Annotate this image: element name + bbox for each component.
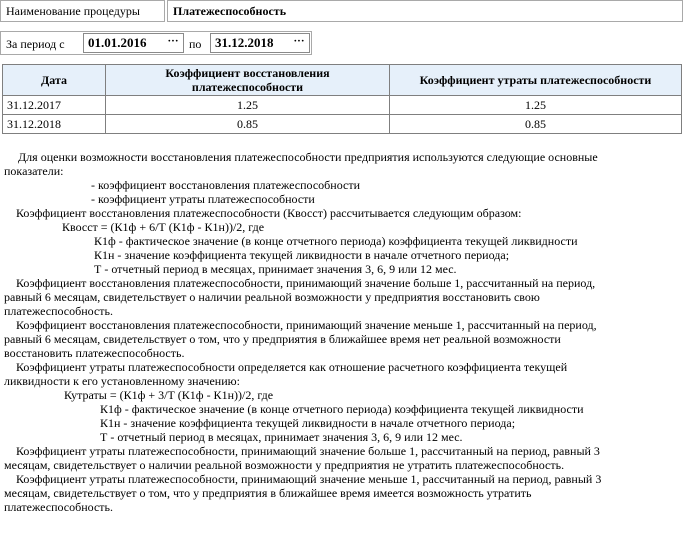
period-to-label: по	[189, 37, 202, 51]
formula-line: Квосст = (К1ф + 6/Т (К1ф - К1н))/2, где	[62, 220, 265, 234]
procedure-label: Наименование процедуры	[0, 0, 165, 22]
description-line: равный 6 месяцам, свидетельствует о том, что у предприятия в ближайшее время нет реальной возможности	[4, 332, 561, 346]
description-line: К1ф - фактическое значение (в конце отчетного периода) коэффициента текущей ликвидности	[100, 402, 584, 416]
description-line: Коэффициент восстановления платежеспособности, принимающий значение меньше 1, рассчитанный на период,	[16, 318, 597, 332]
period-to-input[interactable]	[210, 33, 310, 53]
description-text	[0, 150, 683, 514]
description-line: Т - отчетный период в месяцах, принимает значения 3, 6, 9 или 12 мес.	[94, 262, 457, 276]
description-line: ликвидности к его установленному значению:	[4, 374, 240, 388]
description-line: Т - отчетный период в месяцах, принимает значения 3, 6, 9 или 12 мес.	[100, 430, 463, 444]
header-loss-coef: Коэффициент утраты платежеспособности	[390, 65, 682, 96]
period-from-label: За период с	[6, 37, 65, 51]
description-line: Для оценки возможности восстановления платежеспособности предприятия используются следующие основные	[18, 150, 598, 164]
description-line: Коэффициент восстановления платежеспособности, принимающий значение больше 1, рассчитанный на период,	[16, 276, 596, 290]
cell-loss-coef: 0.85	[390, 115, 682, 134]
description-line: восстановить платежеспособность.	[4, 346, 185, 360]
cell-date: 31.12.2017	[3, 96, 106, 115]
description-line: месяцам, свидетельствует о наличии реальной возможности у предприятия не утратить платежеспособность.	[4, 458, 565, 472]
period-from-input[interactable]	[83, 33, 184, 53]
formula-line: Кутраты = (К1ф + 3/Т (К1ф - К1н))/2, где	[64, 388, 274, 402]
header-restore-coef: Коэффициент восстановления платежеспособности	[106, 65, 390, 96]
description-line: К1ф - фактическое значение (в конце отчетного периода) коэффициента текущей ликвидности	[94, 234, 578, 248]
procedure-value: Платежеспособность	[167, 0, 683, 22]
description-line: показатели:	[4, 164, 64, 178]
cell-restore-coef: 0.85	[106, 115, 390, 134]
procedure-row	[0, 0, 683, 22]
description-line: Коэффициент утраты платежеспособности, принимающий значение меньше 1, рассчитанный на период, равный 3	[16, 472, 602, 486]
period-from-value: 01.01.2016	[88, 35, 147, 50]
cell-date: 31.12.2018	[3, 115, 106, 134]
description-line: - коэффициент утраты платежеспособности	[91, 192, 315, 206]
description-line: Коэффициент утраты платежеспособности, принимающий значение больше 1, рассчитанный на период, равный 3	[16, 444, 600, 458]
period-filter	[0, 31, 312, 55]
description-line: К1н - значение коэффициента текущей ликвидности в начале отчетного периода;	[94, 248, 510, 262]
period-to-value: 31.12.2018	[215, 35, 274, 50]
description-line: - коэффициент восстановления платежеспособности	[91, 178, 360, 192]
cell-loss-coef: 1.25	[390, 96, 682, 115]
table-row	[3, 96, 682, 115]
calendar-picker-icon[interactable]: ···	[167, 35, 179, 47]
description-line: К1н - значение коэффициента текущей ликвидности в начале отчетного периода;	[100, 416, 516, 430]
description-line: платежеспособность.	[4, 304, 113, 318]
calendar-picker-icon[interactable]: ···	[293, 35, 305, 47]
results-table	[2, 64, 682, 134]
cell-restore-coef: 1.25	[106, 96, 390, 115]
description-line: платежеспособность.	[4, 500, 113, 514]
table-row	[3, 115, 682, 134]
description-line: Коэффициент утраты платежеспособности определяется как отношение расчетного коэффициента текущей	[16, 360, 568, 374]
description-line: месяцам, свидетельствует о том, что у предприятия в ближайшее время имеется возможность утратить	[4, 486, 532, 500]
table-header-row	[3, 65, 682, 96]
header-date: Дата	[3, 65, 106, 96]
description-line: равный 6 месяцам, свидетельствует о наличии реальной возможности у предприятия восстановить свою	[4, 290, 540, 304]
description-line: Коэффициент восстановления платежеспособности (Квосст) рассчитывается следующим образом:	[16, 206, 522, 220]
